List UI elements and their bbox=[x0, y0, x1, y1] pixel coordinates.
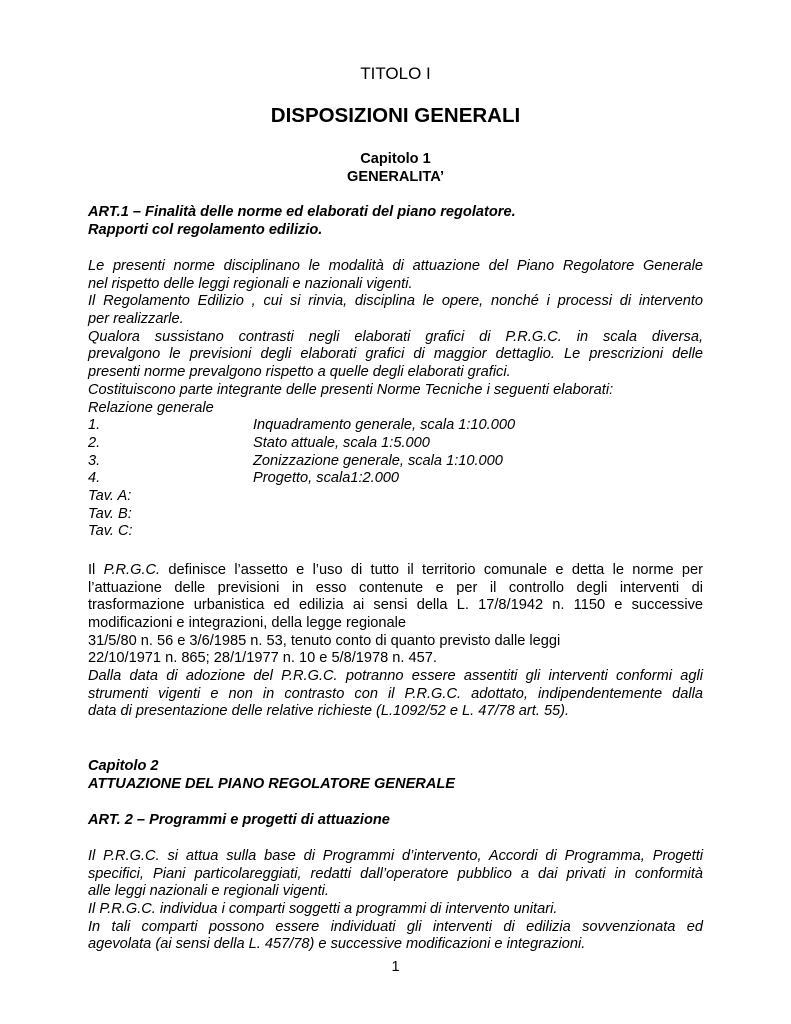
adozione-paragraph bbox=[88, 668, 703, 721]
elaborato-number: 4. bbox=[88, 470, 101, 487]
text-run: Il bbox=[88, 562, 104, 578]
elaborato-number: 1. bbox=[88, 417, 101, 434]
paragraph-line: trasformazione urbanistica ed edilizia ai sensi della L. 17/8/1942 n. 1150 e successive bbox=[88, 597, 703, 614]
paragraph-line: 22/10/1971 n. 865; 28/1/1977 n. 10 e 5/8/1978 n. 457. bbox=[88, 650, 437, 667]
art1-heading-line: Rapporti col regolamento edilizio. bbox=[88, 221, 323, 238]
paragraph-line: Dalla data di adozione del P.R.G.C. potranno essere assentiti gli interventi conformi agli bbox=[88, 668, 703, 684]
paragraph-line: Le presenti norme disciplinano le modalità di attuazione del Piano Regolatore Generale bbox=[88, 258, 703, 274]
paragraph-line: modificazioni e integrazioni, della legge regionale bbox=[88, 615, 407, 632]
elaborato-number: 3. bbox=[88, 452, 101, 469]
titolo-heading: TITOLO I bbox=[360, 64, 431, 83]
capitolo-2-title: ATTUAZIONE DEL PIANO REGOLATORE GENERALE bbox=[88, 775, 456, 792]
elaborato-text: Progetto, scala1:2.000 bbox=[253, 470, 400, 487]
paragraph-line: Il P.R.G.C. si attua sulla base di Programmi d’intervento, Accordi di Programma, Progetti bbox=[88, 848, 703, 864]
paragraph-line: Qualora sussistano contrasti negli elaborati grafici di P.R.G.C. in scala diversa, bbox=[88, 328, 703, 345]
paragraph-line: Costituiscono parte integrante delle presenti Norme Tecniche i seguenti elaborati: bbox=[88, 381, 614, 398]
paragraph-line: prevalgono le previsioni degli elaborati grafici di maggior dettaglio. Le prescrizioni delle bbox=[88, 346, 703, 363]
paragraph-line: Il P.R.G.C. individua i comparti soggetti a programmi di intervento unitari. bbox=[88, 901, 558, 918]
prgc-italic-run: P.R.G.C. bbox=[103, 562, 161, 578]
elaborato-item bbox=[88, 470, 703, 488]
elaborato-item bbox=[88, 417, 703, 435]
tavola-item: Tav. A: bbox=[88, 487, 132, 504]
paragraph-line: 31/5/80 n. 56 e 3/6/1985 n. 53, tenuto conto di quanto previsto dalle leggi bbox=[88, 632, 561, 649]
art2-heading-line: ART. 2 – Programmi e progetti di attuazione bbox=[88, 812, 390, 828]
elaborato-item bbox=[88, 435, 703, 453]
elaborato-number: 2. bbox=[88, 434, 101, 451]
paragraph-line: per realizzarle. bbox=[88, 311, 184, 328]
elaborato-text: Inquadramento generale, scala 1:10.000 bbox=[253, 417, 516, 434]
paragraph-line bbox=[88, 562, 703, 580]
paragraph-line: presenti norme prevalgono rispetto a quelle degli elaborati grafici. bbox=[88, 364, 511, 381]
capitolo-2-heading bbox=[88, 758, 703, 793]
paragraph-line: In tali comparti possono essere individuati gli interventi di edilizia sovvenzionata ed bbox=[88, 918, 703, 935]
page-number: 1 bbox=[391, 959, 400, 975]
paragraph-line: nel rispetto delle leggi regionali e nazionali vigenti. bbox=[88, 275, 413, 292]
paragraph-line: strumenti vigenti e non in contrasto con il P.R.G.C. adottato, indipendentemente dalla bbox=[88, 685, 703, 702]
tavola-item: Tav. C: bbox=[88, 523, 133, 540]
art1-heading-line: ART.1 – Finalità delle norme ed elaborati del piano regolatore. bbox=[88, 204, 516, 220]
paragraph-line: specifici, Piani particolareggiati, redatti dall’operatore pubblico a dai privati in conformità bbox=[88, 865, 703, 882]
tavola-item: Tav. B: bbox=[88, 505, 132, 522]
paragraph-line: Il Regolamento Edilizio , cui si rinvia, disciplina le opere, nonché i processi di intervento bbox=[88, 293, 703, 310]
paragraph-line: Relazione generale bbox=[88, 399, 214, 416]
elaborato-text: Stato attuale, scala 1:5.000 bbox=[253, 434, 430, 451]
elaborato-item bbox=[88, 453, 703, 471]
paragraph-line: data di presentazione delle relative richieste (L.1092/52 e L. 47/78 art. 55). bbox=[88, 703, 570, 720]
art2-heading bbox=[88, 812, 703, 830]
prgc-paragraph bbox=[88, 562, 703, 668]
disposizioni-heading: DISPOSIZIONI GENERALI bbox=[270, 104, 521, 127]
art2-paragraph bbox=[88, 848, 703, 954]
art1-paragraph bbox=[88, 258, 703, 541]
capitolo-2-label: Capitolo 2 bbox=[88, 758, 159, 774]
art1-heading bbox=[88, 204, 703, 239]
capitolo-1-label: Capitolo 1 bbox=[360, 151, 431, 167]
text-run: definisce l’assetto e l’uso di tutto il territorio comunale e detta le norme per bbox=[160, 562, 703, 578]
elaborato-text: Zonizzazione generale, scala 1:10.000 bbox=[253, 452, 503, 469]
paragraph-line: alle leggi nazionali e regionali vigenti. bbox=[88, 883, 329, 900]
generalita-heading: GENERALITA’ bbox=[346, 169, 445, 185]
paragraph-line: agevolata (ai sensi della L. 457/78) e successive modificazioni e integrazioni. bbox=[88, 936, 586, 953]
paragraph-line: l’attuazione delle previsioni in esso contenute e per il controllo degli interventi di bbox=[88, 579, 703, 596]
